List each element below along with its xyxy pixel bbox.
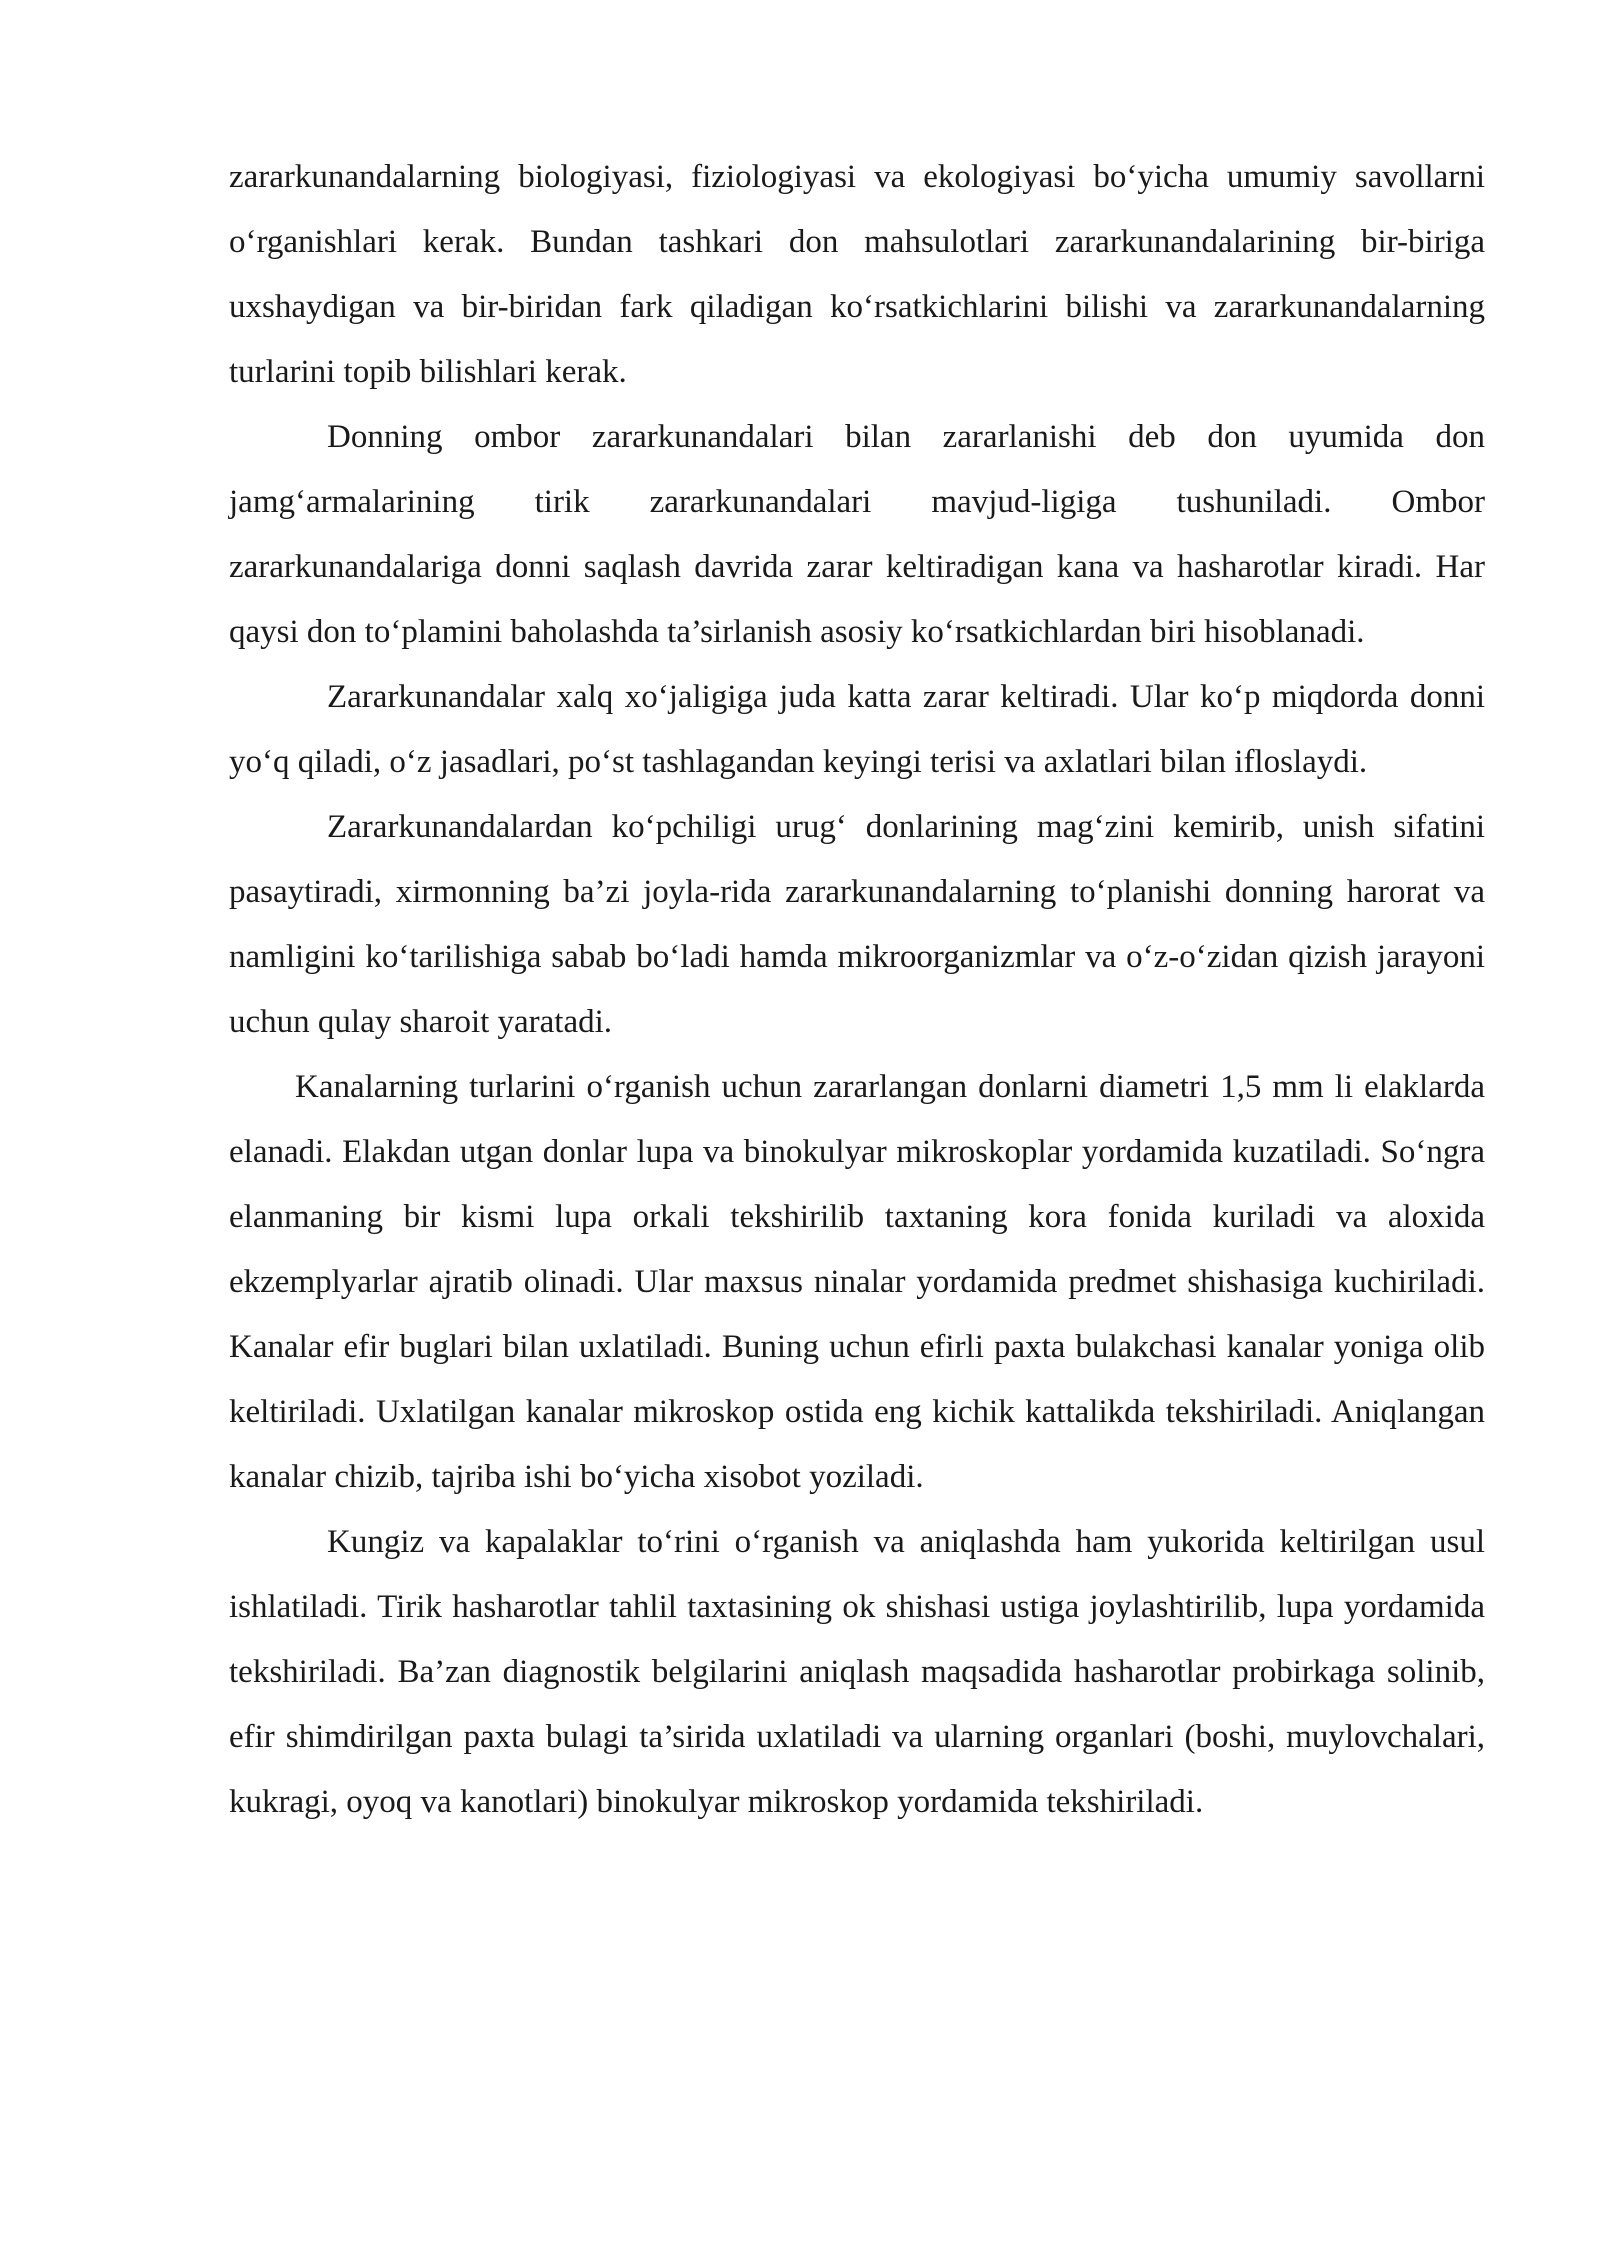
paragraph-mite-study: Kanalarning turlarini o‘rganish uchun zararlangan donlarni diametri 1,5 mm li elaklarda elanadi. Elakdan utgan donlar lupa va binokulyar mikroskoplar yordamida kuzatiladi. So‘ngra elanmaning bir kismi lupa orkali tekshirilib taxtaning kora fonida kuriladi va aloxida ekzemplyarlar ajratib olinadi. Ular maxsus ninalar yordamida predmet shishasiga kuchiriladi. Kanalar efir buglari bilan uxlatiladi. Buning uchun efirli paxta bulakchasi kanalar yoniga olib keltiriladi. Uxlatilgan kanalar mikroskop ostida eng kichik kattalikda tekshiriladi. Aniqlangan kanalar chizib, tajriba ishi bo‘yicha xisobot yoziladi. [229,1069,1485,1495]
paragraph-damage: Zararkunandalar xalq xo‘jaligiga juda katta zarar keltiradi. Ular ko‘p miqdorda donni yo‘q qiladi, o‘z jasadlari, po‘st tashlagandan keyingi terisi va axlatlari bilan ifloslaydi. [229,679,1485,780]
paragraph-continuation: zararkunandalarning biologiyasi, fiziologiyasi va ekologiyasi bo‘yicha umumiy savollarni o‘rganishlari kerak. Bundan tashkari don mahsulotlari zararkunandalarining bir-biriga uxshaydigan va bir-biridan fark qiladigan ko‘rsatkichlarini bilishi va zararkunandalarning turlarini topib bilishlari kerak. [229,159,1485,390]
paragraph-storage-pests: Donning ombor zararkunandalari bilan zararlanishi deb don uyumida don jamg‘armalarining tirik zararkunandalari mavjud-ligiga tushuniladi. Ombor zararkunandalariga donni saqlash davrida zarar keltiradigan kana va hasharotlar kiradi. Har qaysi don to‘plamini baholashda ta’sirlanish asosiy ko‘rsatkichlardan biri hisoblanadi. [229,419,1485,650]
body-text [229,145,1485,1835]
paragraph-grain-quality: Zararkunandalardan ko‘pchiligi urug‘ donlarining mag‘zini kemirib, unish sifatini pasaytiradi, xirmonning ba’zi joyla-rida zararkunandalarning to‘planishi donning harorat va namligini ko‘tarilishiga sabab bo‘ladi hamda mikroorganizmlar va o‘z-o‘zidan qizish jarayoni uchun qulay sharoit yaratadi. [229,809,1485,1040]
paragraph-beetles-moths: Kungiz va kapalaklar to‘rini o‘rganish va aniqlashda ham yukorida keltirilgan usul ishlatiladi. Tirik hasharotlar tahlil taxtasining ok shishasi ustiga joylashtirilib, lupa yordamida tekshiriladi. Ba’zan diagnostik belgilarini aniqlash maqsadida hasharotlar probirkaga solinib, efir shimdirilgan paxta bulagi ta’sirida uxlatiladi va ularning organlari (boshi, muylovchalari, kukragi, oyoq va kanotlari) binokulyar mikroskop yordamida tekshiriladi. [229,1524,1485,1820]
